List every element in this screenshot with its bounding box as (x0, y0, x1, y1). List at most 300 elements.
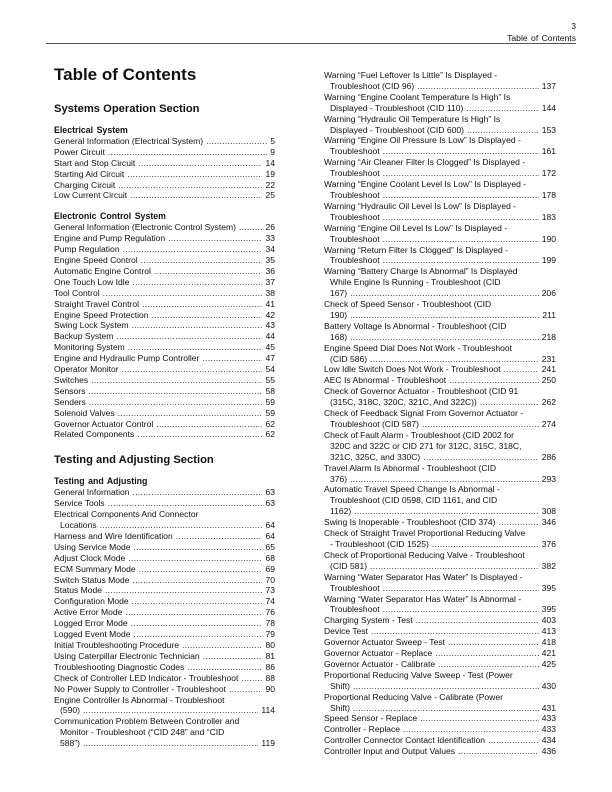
toc-entry[interactable] (54, 244, 275, 255)
toc-entry-text: Low Current Circuit (54, 190, 128, 201)
toc-entry-text: 168) (330, 331, 348, 342)
toc-entry-last-line (324, 626, 556, 637)
toc-entry-text: Warning “Battery Charge Is Abnormal” Is Displayed (324, 266, 518, 277)
page-number-ref[interactable]: 33 (265, 233, 275, 244)
toc-entry-text: Using Caterpillar Electronic Technician (54, 650, 200, 661)
page-number-ref[interactable]: 346 (541, 517, 556, 528)
dot-leader (116, 331, 262, 342)
toc-entry[interactable] (324, 92, 556, 114)
toc-entry[interactable] (54, 180, 275, 191)
toc-entry-text: Active Error Mode (54, 607, 123, 618)
toc-entry-last-line (54, 640, 275, 651)
page-number-ref[interactable]: 74 (265, 596, 275, 607)
dot-leader (354, 506, 539, 517)
dot-leader (154, 266, 263, 277)
toc-entry-last-line (54, 705, 275, 716)
page-number-ref[interactable]: 43 (265, 320, 275, 331)
page-number-ref[interactable]: 382 (541, 560, 556, 571)
toc-entry-last-line (324, 648, 556, 659)
page-number-ref[interactable]: 274 (541, 419, 556, 429)
page-number-ref[interactable]: 425 (541, 658, 556, 669)
page-number-ref[interactable]: 88 (265, 672, 275, 683)
toc-entry[interactable] (54, 716, 275, 749)
dot-leader (370, 561, 539, 572)
toc-entry-last-line (54, 419, 275, 430)
page-number-ref[interactable]: 65 (265, 541, 275, 552)
toc-entry[interactable] (54, 169, 275, 180)
toc-entry-text: Monitoring System (54, 342, 125, 353)
dot-leader (83, 738, 258, 749)
page-number-ref[interactable]: 55 (265, 374, 275, 385)
toc-entry-last-line (324, 354, 556, 365)
toc-entry[interactable] (324, 615, 556, 626)
page-number-ref[interactable]: 86 (265, 661, 275, 672)
dot-leader (499, 517, 539, 528)
toc-entry-text: Check of Proportional Reducing Valve - Troubleshoot (324, 549, 525, 560)
toc-entry[interactable] (54, 498, 275, 509)
toc-entry[interactable] (324, 463, 556, 485)
toc-entry-text: Swing Lock System (54, 320, 129, 331)
toc-entry[interactable] (324, 670, 556, 692)
toc-entry-last-line (54, 738, 275, 749)
toc-entry-text: Governor Actuator Control (54, 418, 154, 429)
toc-entry-last-line (324, 310, 556, 321)
header-rule (46, 43, 576, 44)
page-number-ref[interactable]: 413 (541, 626, 556, 637)
toc-entry-text: Governor Actuator - Replace (324, 648, 433, 659)
page-number-ref[interactable]: 211 (542, 309, 556, 320)
toc-entry-text: Troubleshoot (CID 587) (330, 419, 419, 429)
page-number-ref[interactable]: 9 (270, 146, 275, 157)
page-number-ref[interactable]: 41 (265, 298, 275, 309)
toc-entry-text: Troubleshoot (CID 0598, CID 1161, and CID (330, 495, 498, 506)
toc-entry-last-line (54, 169, 275, 180)
toc-entry[interactable] (54, 136, 275, 147)
dot-leader (182, 640, 263, 651)
toc-entry-text: Engine Speed Protection (54, 309, 149, 320)
dot-leader (133, 542, 262, 553)
page-number-ref[interactable]: 44 (265, 331, 275, 342)
dot-leader (128, 342, 263, 353)
dot-leader (229, 684, 263, 695)
dot-leader (416, 615, 539, 626)
toc-entry[interactable] (324, 343, 556, 365)
page-number-ref[interactable]: 119 (261, 738, 275, 749)
page-number-ref[interactable]: 54 (265, 364, 275, 375)
toc-entry-text: Troubleshoot (330, 255, 380, 266)
page-number-ref[interactable]: 63 (265, 498, 275, 509)
page-number-ref[interactable]: 241 (541, 364, 556, 375)
toc-entry-text: Battery Voltage Is Abnormal - Troubleshoot (CID (324, 320, 507, 331)
toc-entry-last-line (54, 255, 275, 266)
toc-entry-text: Power Circuit (54, 146, 105, 157)
dot-leader (88, 386, 262, 397)
toc-entry-text: Engine Speed Dial Does Not Work - Troubleshoot (324, 342, 512, 353)
toc-entry[interactable] (54, 266, 275, 277)
toc-entry-last-line (54, 397, 275, 408)
toc-entry[interactable] (54, 542, 275, 553)
page-number-ref[interactable]: 431 (541, 702, 556, 713)
toc-entry[interactable] (324, 266, 556, 299)
toc-entry[interactable] (54, 651, 275, 662)
page-number-ref[interactable]: 250 (541, 375, 556, 386)
toc-entry[interactable] (54, 575, 275, 586)
toc-entry-text: Monitor - Troubleshoot (“CID 248” and “CID (60, 727, 225, 738)
toc-entry-text: Shift) (330, 680, 350, 691)
toc-entry-text: Backup System (54, 331, 114, 342)
page-number-ref[interactable]: 161 (541, 146, 556, 157)
dot-leader (203, 651, 263, 662)
toc-entry[interactable] (324, 659, 556, 670)
toc-entry[interactable] (324, 135, 556, 157)
toc-entry[interactable] (324, 201, 556, 223)
toc-entry-last-line (54, 531, 275, 542)
page-number-ref[interactable]: 62 (265, 429, 275, 440)
toc-entry[interactable] (54, 320, 275, 331)
toc-entry-text: Pump Regulation (54, 244, 120, 255)
toc-entry[interactable] (54, 585, 275, 596)
dot-leader (122, 364, 263, 375)
toc-entry[interactable] (324, 550, 556, 572)
toc-entry[interactable] (324, 375, 556, 386)
toc-entry-text: 190) (330, 309, 348, 320)
page-number-ref[interactable]: 22 (265, 179, 275, 190)
page-number-ref[interactable]: 433 (541, 724, 556, 735)
dot-leader (187, 662, 262, 673)
toc-entry[interactable] (54, 386, 275, 397)
toc-entry-text: Troubleshoot (CID 96) (330, 80, 415, 91)
dot-leader (383, 190, 539, 201)
toc-entry-text: Charging System - Test (324, 615, 413, 626)
toc-entry-text: Proportional Reducing Valve - Calibrate (Power (324, 691, 503, 702)
toc-entry[interactable] (324, 179, 556, 201)
toc-entry-text: Controller Input and Output Values (324, 746, 455, 757)
page-number-ref[interactable]: 80 (265, 639, 275, 650)
toc-entry[interactable] (324, 528, 556, 550)
toc-entry-text: (315C, 318C, 320C, 321C, And 322C)) (330, 397, 477, 408)
toc-entry[interactable] (54, 255, 275, 266)
dot-leader (353, 703, 539, 714)
dot-leader (432, 539, 539, 550)
toc-entry-last-line (324, 212, 556, 223)
dot-leader (449, 375, 539, 386)
page-number-ref[interactable]: 403 (541, 615, 556, 626)
page-number-ref[interactable]: 395 (541, 604, 556, 615)
dot-leader (138, 158, 262, 169)
page-number-ref[interactable]: 137 (541, 80, 556, 91)
dot-leader (105, 585, 262, 596)
toc-entry[interactable] (54, 277, 275, 288)
dot-leader (350, 288, 539, 299)
toc-entry-text: Automatic Travel Speed Change Is Abnormal - (324, 484, 500, 495)
toc-left-column (54, 64, 275, 759)
toc-entry[interactable] (54, 596, 275, 607)
page-number-ref[interactable]: 218 (541, 331, 556, 342)
toc-entry[interactable] (324, 430, 556, 463)
toc-entry[interactable] (54, 353, 275, 364)
page-number-ref[interactable]: 47 (265, 353, 275, 364)
toc-entry[interactable] (54, 233, 275, 244)
toc-entry[interactable] (54, 310, 275, 321)
page-number-ref[interactable]: 178 (541, 189, 556, 200)
dot-leader (504, 364, 539, 375)
toc-entry-last-line (54, 331, 275, 342)
toc-entry[interactable] (54, 419, 275, 430)
toc-entry-last-line (324, 234, 556, 245)
dot-leader (403, 724, 539, 735)
toc-right-column (324, 70, 556, 757)
page-number-ref[interactable]: 190 (541, 233, 556, 244)
toc-entry[interactable] (54, 553, 275, 564)
dot-leader (123, 244, 263, 255)
toc-entry-last-line (324, 375, 556, 386)
toc-entry-text: Check of Straight Travel Proportional Reducing Valve (324, 528, 526, 539)
toc-entry[interactable] (54, 375, 275, 386)
toc-entry[interactable] (54, 684, 275, 695)
dot-leader (176, 531, 263, 542)
toc-entry[interactable] (54, 618, 275, 629)
toc-entry[interactable] (54, 331, 275, 342)
toc-entry-last-line (54, 342, 275, 353)
page-number-ref[interactable]: 308 (541, 506, 556, 517)
page-number-ref[interactable]: 58 (265, 385, 275, 396)
toc-entry-text: Troubleshoot (330, 233, 380, 244)
page-number-ref[interactable]: 81 (265, 650, 275, 661)
toc-group (54, 211, 275, 440)
toc-entry-text: Electrical Components And Connector (54, 509, 199, 520)
page-number-ref[interactable]: 5 (270, 135, 275, 146)
toc-entry[interactable] (324, 321, 556, 343)
toc-entry[interactable] (54, 531, 275, 542)
toc-entry-last-line (54, 353, 275, 364)
toc-entry[interactable] (54, 607, 275, 618)
toc-entry-last-line (324, 561, 556, 572)
toc-entry[interactable] (324, 517, 556, 528)
toc-entry-last-line (54, 487, 275, 498)
toc-entry-text: Warning “Hydraulic Oil Temperature Is High” Is (324, 113, 501, 124)
toc-entry-last-line (324, 125, 556, 136)
page-number-ref[interactable]: 26 (265, 222, 275, 233)
toc-entry[interactable] (324, 724, 556, 735)
toc-entry[interactable] (54, 662, 275, 673)
page-number-ref[interactable]: 76 (265, 607, 275, 618)
toc-entry-text: Solenoid Valves (54, 407, 115, 418)
page-number-ref[interactable]: 69 (265, 563, 275, 574)
page-number-ref[interactable]: 144 (541, 102, 556, 113)
page-number-ref[interactable]: 42 (265, 309, 275, 320)
toc-entry[interactable] (54, 342, 275, 353)
page-number-ref[interactable]: 183 (541, 211, 556, 222)
dot-leader (133, 575, 263, 586)
page-number-ref[interactable]: 434 (541, 735, 556, 746)
page-number-ref[interactable]: 206 (541, 288, 556, 299)
dot-leader (132, 320, 263, 331)
toc-entry[interactable] (54, 288, 275, 299)
page-number-ref[interactable]: 262 (541, 397, 556, 408)
toc-entry-last-line (324, 604, 556, 615)
toc-entry-text: AEC Is Abnormal - Troubleshoot (324, 375, 447, 386)
page-number-ref[interactable]: 64 (265, 530, 275, 541)
dot-leader (371, 626, 539, 637)
toc-entry-text: While Engine Is Running - Troubleshoot (CID (330, 277, 501, 288)
page-number-ref[interactable]: 436 (541, 746, 556, 757)
dot-leader (142, 299, 262, 310)
toc-entry[interactable] (54, 640, 275, 651)
toc-entry[interactable] (324, 735, 556, 746)
toc-entry[interactable] (324, 408, 556, 430)
toc-entry-text: (CID 586) (330, 353, 368, 364)
toc-entry-last-line (324, 146, 556, 157)
page-number-ref[interactable]: 376 (541, 538, 556, 549)
page-number-ref[interactable]: 14 (265, 157, 275, 168)
toc-entry[interactable] (54, 487, 275, 498)
toc-entry[interactable] (324, 157, 556, 179)
dot-leader (467, 125, 539, 136)
dot-leader (130, 190, 262, 201)
toc-entry[interactable] (54, 397, 275, 408)
toc-entry-text: 1162) (330, 506, 352, 517)
toc-entry-text: Tool Control (54, 287, 100, 298)
dot-leader (480, 397, 539, 408)
page-number-ref[interactable]: 430 (541, 680, 556, 691)
toc-entry-text: Governor Actuator - Calibrate (324, 658, 436, 669)
dot-leader (132, 277, 262, 288)
toc-entry[interactable] (54, 364, 275, 375)
page-number-ref[interactable]: 19 (265, 168, 275, 179)
toc-entry[interactable] (324, 114, 556, 136)
toc-entry[interactable] (54, 222, 275, 233)
toc-entry[interactable] (324, 364, 556, 375)
toc-entry-last-line (324, 419, 556, 430)
toc-entry-text: Straight Travel Control (54, 298, 140, 309)
toc-entry[interactable] (54, 429, 275, 440)
toc-entry[interactable] (54, 408, 275, 419)
toc-entry[interactable] (324, 484, 556, 517)
toc-entry-last-line (54, 180, 275, 191)
dot-leader (423, 452, 538, 463)
toc-entry[interactable] (324, 648, 556, 659)
page-number-ref[interactable]: 34 (265, 244, 275, 255)
toc-entry[interactable] (54, 564, 275, 575)
page-number-ref[interactable]: 153 (541, 124, 556, 135)
dot-leader (350, 310, 539, 321)
page-number-ref[interactable]: 293 (541, 473, 556, 484)
dot-leader (206, 136, 267, 147)
page-number-ref[interactable]: 78 (265, 618, 275, 629)
document-title: Table of Contents (54, 65, 197, 84)
page-number-ref[interactable]: 59 (265, 407, 275, 418)
toc-entry[interactable] (54, 509, 275, 531)
toc-group (54, 476, 275, 749)
toc-entry[interactable] (324, 746, 556, 757)
toc-entry[interactable] (54, 158, 275, 169)
toc-entry[interactable] (324, 692, 556, 714)
page-number-ref[interactable]: 418 (541, 637, 556, 648)
toc-entry-last-line (54, 618, 275, 629)
toc-entry-last-line (54, 320, 275, 331)
page-number-ref[interactable]: 231 (541, 353, 556, 364)
toc-entry-last-line (324, 474, 556, 485)
page-number-ref[interactable]: 286 (541, 451, 556, 462)
page-number-ref[interactable]: 172 (541, 168, 556, 179)
toc-entry[interactable] (324, 70, 556, 92)
page-number-ref[interactable]: 114 (261, 705, 275, 716)
toc-entry[interactable] (324, 245, 556, 267)
toc-entry-last-line (324, 190, 556, 201)
toc-entry[interactable] (324, 386, 556, 408)
page-number-ref[interactable]: 63 (265, 487, 275, 498)
page-number-ref[interactable]: 199 (541, 255, 556, 266)
page-number-ref[interactable]: 35 (265, 254, 275, 265)
toc-entry[interactable] (54, 299, 275, 310)
toc-entry-last-line (54, 310, 275, 321)
toc-entry[interactable] (54, 147, 275, 158)
toc-entry-text: Check of Feedback Signal From Governor Actuator - (324, 408, 524, 419)
page-number-ref[interactable]: 79 (265, 629, 275, 640)
toc-entry[interactable] (54, 629, 275, 640)
page-number-ref[interactable]: 62 (265, 418, 275, 429)
page-number-ref[interactable]: 45 (265, 342, 275, 353)
toc-entry[interactable] (54, 673, 275, 684)
dot-leader (383, 234, 539, 245)
toc-entry[interactable] (54, 190, 275, 201)
toc-entry-text: 376) (330, 473, 348, 484)
toc-entry[interactable] (324, 223, 556, 245)
toc-entry[interactable] (324, 626, 556, 637)
toc-entry-text: Troubleshoot (330, 211, 380, 222)
toc-entry-text: Proportional Reducing Valve Sweep - Test (Power (324, 669, 513, 680)
page-number-ref[interactable]: 68 (265, 552, 275, 563)
page-number-ref[interactable]: 37 (265, 276, 275, 287)
page-number-ref[interactable]: 64 (265, 520, 275, 530)
page-number-ref[interactable]: 433 (541, 713, 556, 724)
dot-leader (241, 673, 262, 684)
page-number-ref[interactable]: 59 (265, 396, 275, 407)
page-number-ref[interactable]: 73 (265, 585, 275, 596)
toc-entry-text: Warning “Engine Coolant Temperature Is High” Is (324, 91, 511, 102)
toc-entry-last-line (324, 713, 556, 724)
page-number-ref[interactable]: 395 (541, 582, 556, 593)
toc-entry[interactable] (324, 299, 556, 321)
toc-entry-text: Displayed - Troubleshoot (CID 110) (330, 102, 464, 113)
dot-leader (100, 520, 263, 531)
toc-entry[interactable] (324, 594, 556, 616)
toc-entry-text: Warning “Return Filter Is Clogged” Is Displayed - (324, 244, 508, 255)
toc-entry-last-line (324, 517, 556, 528)
page-number-ref[interactable]: 90 (265, 683, 275, 694)
toc-entry-text: Sensors (54, 385, 86, 396)
toc-entry-text: Troubleshoot (330, 168, 380, 179)
page-number-ref[interactable]: 70 (265, 574, 275, 585)
page-number-ref[interactable]: 36 (265, 265, 275, 276)
page-number: 3 (571, 21, 576, 31)
toc-entry-last-line (54, 136, 275, 147)
toc-entry-text: General Information (Electronic Control System) (54, 222, 236, 233)
toc-entry[interactable] (324, 572, 556, 594)
page-number-ref[interactable]: 421 (541, 648, 556, 659)
toc-entry-text: Troubleshoot (330, 582, 380, 593)
toc-entry-text: General Information (54, 487, 130, 498)
toc-entry-text: Check of Governor Actuator - Troubleshoot (CID 91 (324, 386, 519, 397)
toc-entry[interactable] (324, 713, 556, 724)
toc-entry-last-line (324, 539, 556, 550)
toc-entry[interactable] (324, 637, 556, 648)
toc-entry[interactable] (54, 695, 275, 717)
page-number-ref[interactable]: 25 (265, 190, 275, 201)
page-number-ref[interactable]: 38 (265, 287, 275, 298)
dot-leader (108, 498, 263, 509)
toc-entry-last-line (324, 332, 556, 343)
